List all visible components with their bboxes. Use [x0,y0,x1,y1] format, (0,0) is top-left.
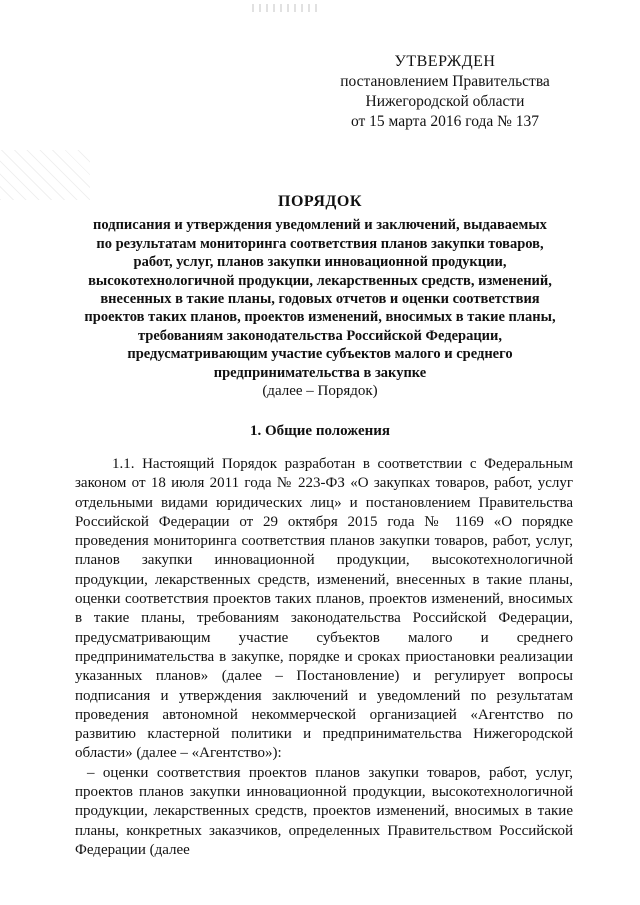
document-title [60,193,580,400]
title-heading: ПОРЯДОК [278,193,362,210]
title-line: по результатам мониторинга соответствия планов закупки товаров, [96,235,544,252]
approval-line: Нижегородской области [365,93,525,110]
paragraph: – оценки соответствия проектов планов закупки товаров, работ, услуг, проектов планов закупки инновационной продукции, высокотехнологичной продукции, лекарственных средств, проектов изменений, вносимых в такие планы, конкретных заказчиков, определенных Правительством Российской Федерации (далее [75,764,573,858]
title-line: работ, услуг, планов закупки инновационной продукции, [133,254,507,271]
approval-heading: УТВЕРЖДЕН [394,53,496,70]
title-line: подписания и утверждения уведомлений и заключений, выдаваемых [93,217,547,234]
scan-noise [252,4,322,12]
approval-stamp [330,52,560,132]
title-line: предусматривающим участие субъектов малого и среднего [127,346,513,363]
title-line: предпринимательства в закупке [213,364,427,381]
document-body [75,455,573,860]
approval-line: постановлением Правительства [340,73,550,90]
approval-line: от 15 марта 2016 года № 137 [350,113,540,130]
title-line: внесенных в такие планы, годовых отчетов и оценки соответствия [100,291,540,308]
paragraph: 1.1. Настоящий Порядок разработан в соответствии с Федеральным законом от 18 июля 2011 года № 223-ФЗ «О закупках товаров, работ, услуг отдельными видами юридических лиц» и постановлением Правительства Российской Федерации от 29 октября 2015 года № 1169 «О порядке проведения мониторинга соответствия планов закупки товаров, работ, услуг, планов закупки инновационной продукции, высокотехнологичной продукции, лекарственных средств, изменений, внесенных в такие планы, оценки соответствия проектов таких планов, проектов изменений, вносимых в такие планы, требованиям законодательства Российской Федерации, предусматривающим участие субъектов малого и среднего предпринимательства в закупке, порядке и сроках приостановки реализации указанных планов» (далее – Постановление) и регулирует вопросы подписания и утверждения заключений и уведомлений по результатам проведения автономной некоммерческой организацией «Агентство по развитию кластерной политики и предпринимательства Нижегородской области» (далее – «Агентство»): [75,456,573,762]
title-note: (далее – Порядок) [262,383,378,400]
title-line: высокотехнологичной продукции, лекарственных средств, изменений, [88,272,552,289]
title-line: требованиям законодательства Российской Федерации, [137,327,503,344]
title-line: проектов таких планов, проектов изменений, вносимых в такие планы, [84,309,556,326]
section-heading: 1. Общие положения [249,423,391,439]
